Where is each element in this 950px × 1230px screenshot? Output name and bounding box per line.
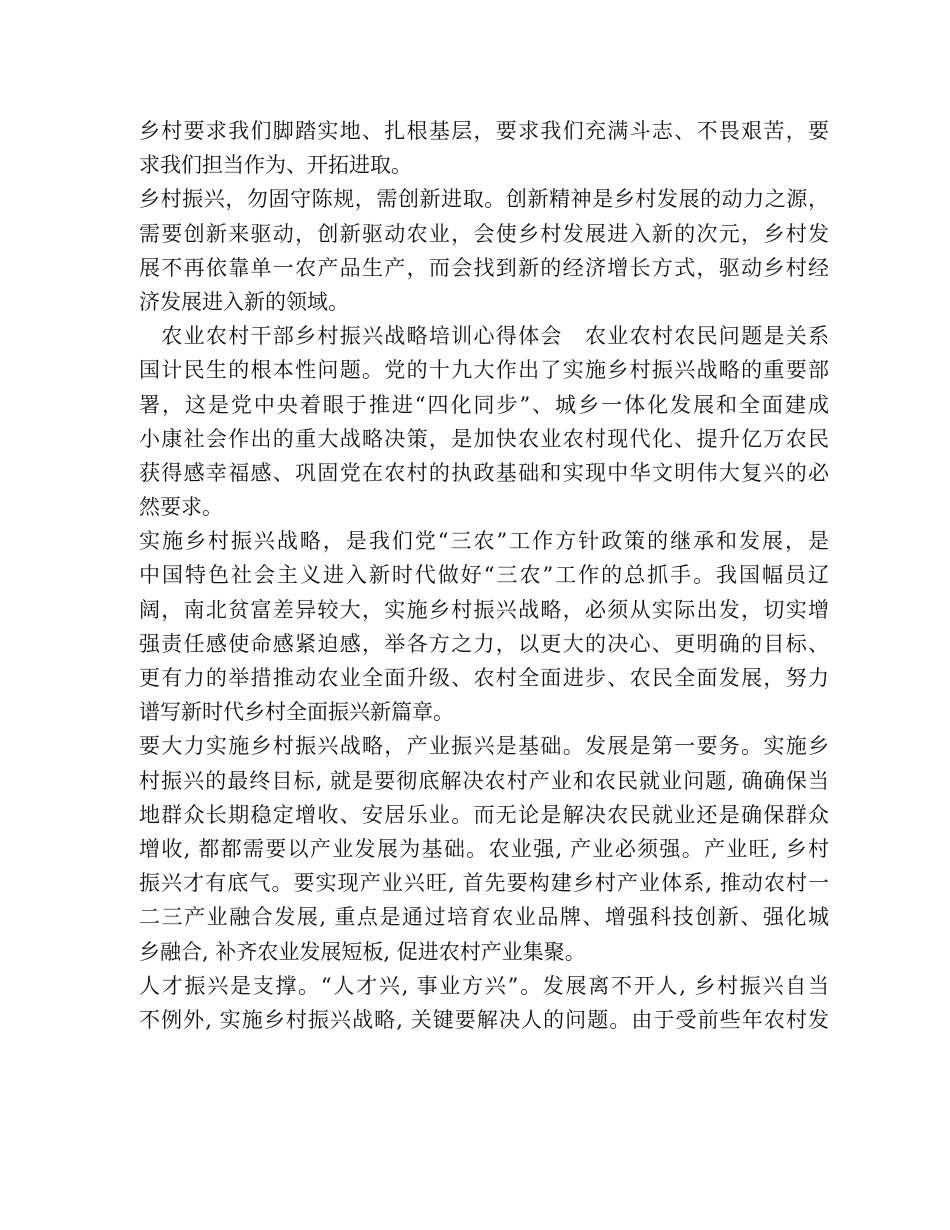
text-line: 实施乡村振兴战略，是我们党“三农”工作方针政策的继承和发展，是 bbox=[139, 529, 829, 554]
text-line: 更有力的举措推动农业全面升级、农村全面进步、农民全面发展，努力 bbox=[139, 666, 829, 690]
text-line: 村振兴的最终目标, 就是要彻底解决农村产业和农民就业问题, 确确保当 bbox=[139, 768, 829, 793]
text-line: 展不再依靠单一农产品生产，而会找到新的经济增长方式，驱动乡村经 bbox=[139, 255, 829, 280]
text-line: 小康社会作出的重大战略决策，是加快农业农村现代化、提升亿万农民 bbox=[139, 426, 829, 451]
text-line: 农业农村干部乡村振兴战略培训心得体会 农业农村农民问题是关系 bbox=[139, 324, 829, 349]
text-line: 署，这是党中央着眼于推进“四化同步”、城乡一体化发展和全面建成 bbox=[139, 392, 829, 417]
text-line: 乡村振兴，勿固守陈规，需创新进取。创新精神是乡村发展的动力之源， bbox=[139, 187, 829, 212]
text-line: 济发展进入新的领域。 bbox=[139, 289, 349, 314]
text-line: 地群众长期稳定增收、安居乐业。而无论是解决农民就业还是确保群众 bbox=[139, 802, 829, 827]
body-text bbox=[139, 114, 829, 1037]
text-line: 强责任感使命感紧迫感，举各方之力，以更大的决心、更明确的目标、 bbox=[139, 631, 829, 656]
text-line: 乡融合, 补齐农业发展短板, 促进农村产业集聚。 bbox=[139, 939, 586, 964]
text-line: 中国特色社会主义进入新时代做好“三农”工作的总抓手。我国幅员辽 bbox=[139, 563, 829, 588]
text-line: 要大力实施乡村振兴战略，产业振兴是基础。发展是第一要务。实施乡 bbox=[139, 734, 829, 759]
text-line: 阔，南北贫富差异较大，实施乡村振兴战略，必须从实际出发，切实增 bbox=[139, 597, 829, 622]
text-line: 需要创新来驱动，创新驱动农业，会使乡村发展进入新的次元，乡村发 bbox=[139, 221, 829, 246]
text-line: 获得感幸福感、巩固党在农村的执政基础和实现中华文明伟大复兴的必 bbox=[139, 460, 829, 485]
text-line: 求我们担当作为、开拓进取。 bbox=[139, 153, 412, 178]
text-line: 国计民生的根本性问题。党的十九大作出了实施乡村振兴战略的重要部 bbox=[139, 358, 829, 383]
text-line: 谱写新时代乡村全面振兴新篇章。 bbox=[139, 700, 454, 725]
text-line: 不例外, 实施乡村振兴战略, 关键要解决人的问题。由于受前些年农村发 bbox=[139, 1007, 829, 1032]
text-line: 然要求。 bbox=[139, 495, 223, 520]
text-line: 振兴才有底气。要实现产业兴旺, 首先要构建乡村产业体系, 推动农村一 bbox=[139, 871, 829, 896]
text-line: 人才振兴是支撑。“人才兴, 事业方兴”。发展离不开人, 乡村振兴自当 bbox=[139, 973, 829, 998]
text-line: 增收, 都都需要以产业发展为基础。农业强, 产业必须强。产业旺, 乡村 bbox=[139, 836, 829, 861]
text-line: 二三产业融合发展, 重点是通过培育农业品牌、增强科技创新、强化城 bbox=[139, 905, 829, 930]
text-line: 乡村要求我们脚踏实地、扎根基层，要求我们充满斗志、不畏艰苦，要 bbox=[139, 119, 829, 143]
